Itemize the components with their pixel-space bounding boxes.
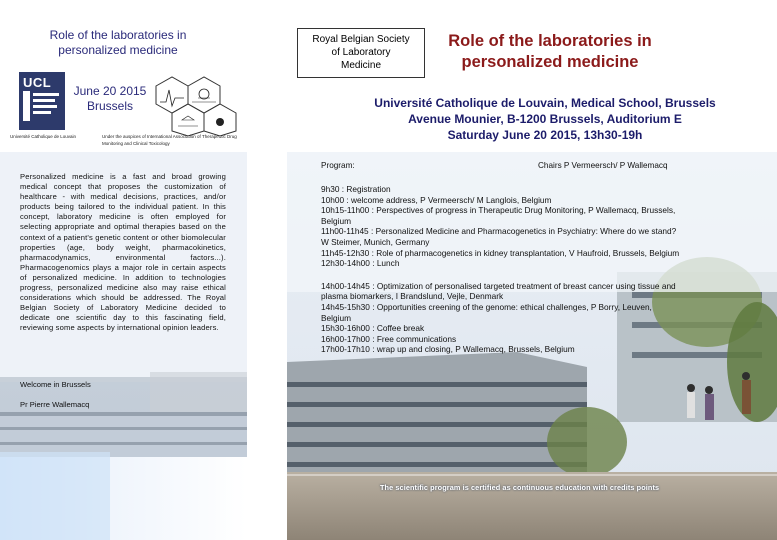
schedule-item: 10h15-11h00 : Perspectives of progress in Therapeutic Drug Monitoring, P Wallemacq, Brussels,: [321, 205, 676, 216]
venue-line: Université Catholique de Louvain, Medical School, Brussels: [374, 96, 716, 110]
schedule-item: 14h45-15h30 : Opportunities creening of the genome: ethical challenges, P Borry, Leuven,: [321, 301, 652, 312]
schedule-item: 14h00-14h45 : Optimization of personalised targeted treatment of breast cancer using tissue and: [321, 280, 676, 291]
society-line: Medicine: [340, 60, 382, 71]
schedule-item: Belgium: [321, 215, 351, 226]
schedule-item: 12h30-14h00 : Lunch: [321, 258, 400, 269]
society-line: of Laboratory: [331, 47, 391, 58]
left-title: [20, 28, 216, 58]
ucl-caption: Université Catholique de Louvain: [10, 134, 77, 139]
schedule-item: 9h30 : Registration: [321, 184, 391, 194]
signature: Pr Pierre Wallemacq: [20, 400, 90, 409]
schedule-item: 11h00-11h45 : Personalized Medicine and Pharmacogenetics in Psychiatry: Where do we stand?: [321, 226, 677, 237]
left-intro-text: Personalized medicine is a fast and broad growing medical concept that proposes the customization of healthcare - with medical decisions, practices, and/or products being tailored to the individual patient. In this concept, laboratory medicine is often employed for selecting appropriate and optimal therapies based on the context of a patient's genetic content or other biomolecular properties (age, body weight, pharmacokinetics, pharmacodynamics, environmental factors...). Pharmacogenomics plays a major role in certain aspects of personalized medicine. In addition to technologies progress, personalized medicine also may raise ethical considerations which should be addressed. The Royal Belgian Society of Laboratory Medicine decided to dedicate one scientific day to this fascinating field, reviewing some aspects by international opinion leaders.: [20, 172, 226, 333]
schedule-item: 10h00 : welcome address, P Vermeersch/ M Langlois, Belgium: [321, 194, 552, 205]
left-title-line1: Role of the laboratories in: [49, 28, 187, 42]
right-title-line2: personalized medicine: [461, 53, 639, 71]
society-box: [297, 28, 425, 78]
schedule-item: 16h00-17h00 : Free communications: [321, 333, 457, 344]
city-line: Brussels: [86, 99, 133, 113]
schedule-item: 17h00-17h10 : wrap up and closing, P Wallemacq, Brussels, Belgium: [321, 344, 575, 355]
venue-line: Saturday June 20 2015, 13h30-19h: [447, 128, 643, 142]
ucl-logo: [19, 72, 65, 130]
society-caption: Under the auspices of International Association of Therapeutic Drug Monitoring and Clinical Toxicology: [102, 134, 237, 146]
left-date: [60, 84, 160, 114]
schedule: [321, 184, 761, 355]
society-line: Royal Belgian Society: [312, 34, 410, 45]
welcome-text: Welcome in Brussels: [20, 380, 91, 389]
schedule-item: Belgium: [321, 312, 351, 323]
chairs-text: Chairs P Vermeersch/ P Wallemacq: [538, 161, 668, 170]
certification-note: The scientific program is certified as continuous education with credits points: [380, 483, 660, 492]
schedule-item: plasma biomarkers, I Brandslund, Vejle, Denmark: [321, 291, 504, 302]
right-title: [430, 31, 670, 73]
schedule-item: 15h30-16h00 : Coffee break: [321, 323, 425, 334]
venue-line: Avenue Mounier, B-1200 Brussels, Auditorium E: [408, 112, 682, 126]
schedule-item: 11h45-12h30 : Role of pharmacogenetics in kidney transplantation, V Haufroid, Brussels, Belgium: [321, 247, 680, 258]
right-title-line1: Role of the laboratories in: [448, 32, 652, 50]
society-hexagon-logo: [148, 72, 240, 136]
venue-info: [320, 95, 770, 143]
date-line: June 20 2015: [73, 84, 147, 98]
left-title-line2: personalized medicine: [58, 43, 178, 57]
schedule-item: W Steimer, Munich, Germany: [321, 236, 430, 247]
program-label: Program:: [321, 161, 355, 170]
ucl-logo-text: UCL: [23, 75, 52, 90]
